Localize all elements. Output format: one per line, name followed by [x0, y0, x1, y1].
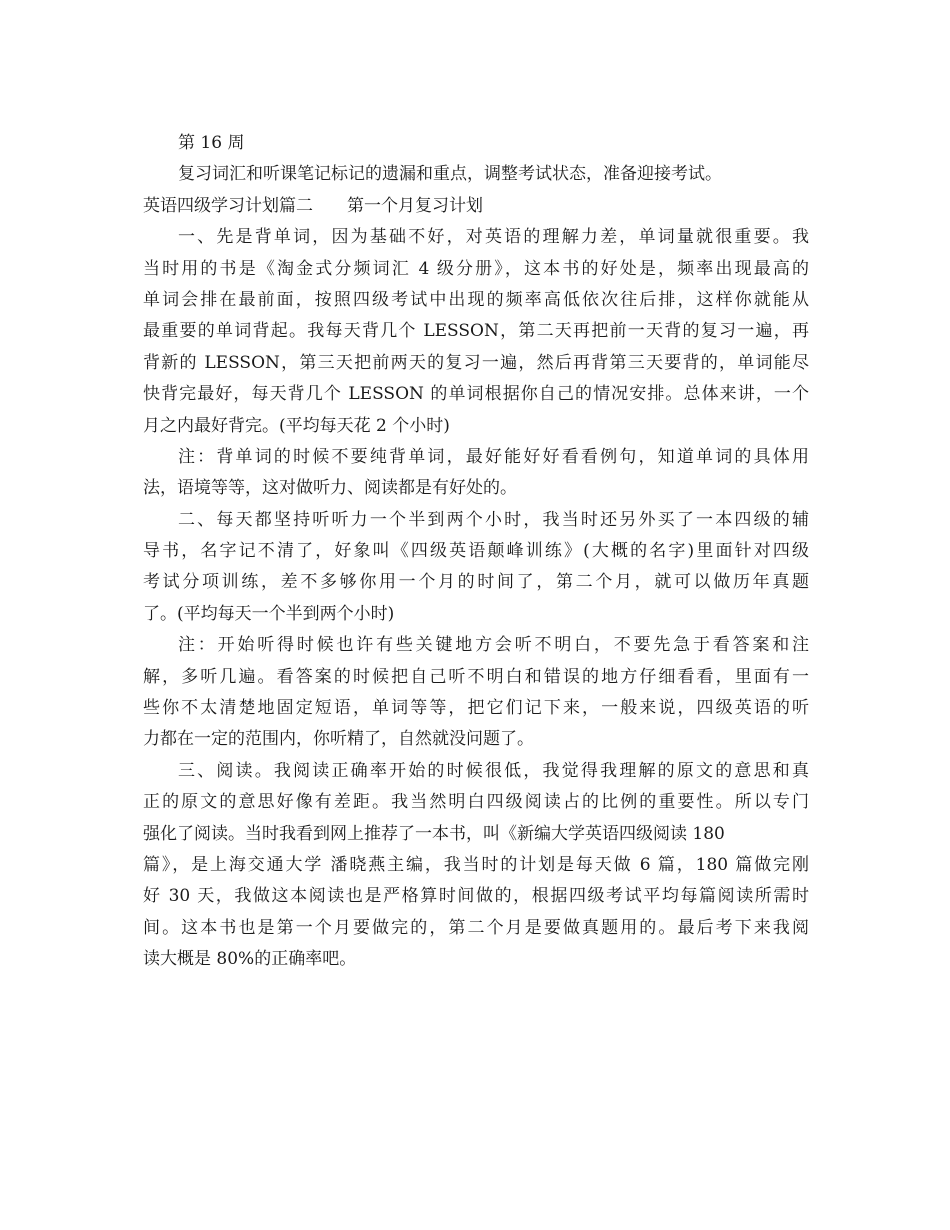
week-heading: 第 16 周	[178, 133, 245, 153]
paragraph-line: 三、阅读。我阅读正确率开始的时候很低，我觉得我理解的原文的意思和真	[178, 760, 809, 781]
document-body	[143, 128, 809, 976]
paragraph-line: 力都在一定的范围内，你听精了，自然就没问题了。	[143, 729, 534, 750]
paragraph-line: 一、先是背单词，因为基础不好，对英语的理解力差，单词量就很重要。我	[178, 227, 809, 248]
paragraph-line: 月之内最好背完。(平均每天花 2 个小时)	[143, 415, 450, 436]
paragraph-line: 了。(平均每天一个半到两个小时)	[143, 603, 395, 624]
paragraph-listening	[143, 505, 809, 631]
paragraph-vocab-note	[143, 442, 809, 505]
paragraph-line: 考试分项训练，差不多够你用一个月的时间了，第二个月，就可以做历年真题	[143, 572, 809, 593]
paragraph-reading	[143, 756, 809, 976]
paragraph-vocab	[143, 222, 809, 442]
paragraph-line: 读大概是 80%的正确率吧。	[143, 949, 357, 970]
paragraph-line: 些你不太清楚地固定短语，单词等等，把它们记下来，一般来说，四级英语的听	[143, 698, 809, 719]
week-task: 复习词汇和听课笔记标记的遗漏和重点，调整考试状态，准备迎接考试。	[178, 164, 722, 185]
paragraph-line: 注：背单词的时候不要纯背单词，最好能好好看看例句，知道单词的具体用	[178, 446, 809, 467]
paragraph-line: 强化了阅读。当时我看到网上推荐了一本书，叫《新编大学英语四级阅读 180	[143, 823, 725, 844]
paragraph-line: 篇》，是上海交通大学 潘晓燕主编，我当时的计划是每天做 6 篇，180 篇做完刚	[143, 854, 809, 875]
paragraph-line: 当时用的书是《淘金式分频词汇 4 级分册》，这本书的好处是，频率出现最高的	[143, 258, 809, 279]
section-subtitle: 第一个月复习计划	[347, 195, 483, 216]
paragraph-line: 快背完最好，每天背几个 LESSON 的单词根据你自己的情况安排。总体来讲，一个	[143, 384, 809, 405]
paragraph-line: 法，语境等等，这对做听力、阅读都是有好处的。	[143, 478, 517, 499]
section-title: 英语四级学习计划篇二	[143, 195, 313, 216]
paragraph-line: 导书，名字记不清了，好象叫《四级英语颠峰训练》(大概的名字)里面针对四级	[143, 541, 809, 562]
section-header	[143, 191, 809, 222]
paragraph-line: 最重要的单词背起。我每天背几个 LESSON，第二天再把前一天背的复习一遍，再	[143, 321, 809, 342]
paragraph-line: 好 30 天，我做这本阅读也是严格算时间做的，根据四级考试平均每篇阅读所需时	[143, 886, 809, 907]
paragraph-line: 背新的 LESSON，第三天把前两天的复习一遍，然后再背第三天要背的，单词能尽	[143, 352, 809, 373]
paragraph-line: 单词会排在最前面，按照四级考试中出现的频率高低依次往后排，这样你就能从	[143, 289, 809, 310]
paragraph-line: 间。这本书也是第一个月要做完的，第二个月是要做真题用的。最后考下来我阅	[143, 917, 809, 938]
paragraph-line: 正的原文的意思好像有差距。我当然明白四级阅读占的比例的重要性。所以专门	[143, 792, 809, 813]
paragraph-line: 注：开始听得时候也许有些关键地方会听不明白，不要先急于看答案和注	[178, 635, 809, 656]
paragraph-line: 二、每天都坚持听听力一个半到两个小时，我当时还另外买了一本四级的辅	[178, 509, 809, 530]
paragraph-line: 解，多听几遍。看答案的时候把自己听不明白和错误的地方仔细看看，里面有一	[143, 666, 809, 687]
paragraph-listening-note	[143, 630, 809, 756]
